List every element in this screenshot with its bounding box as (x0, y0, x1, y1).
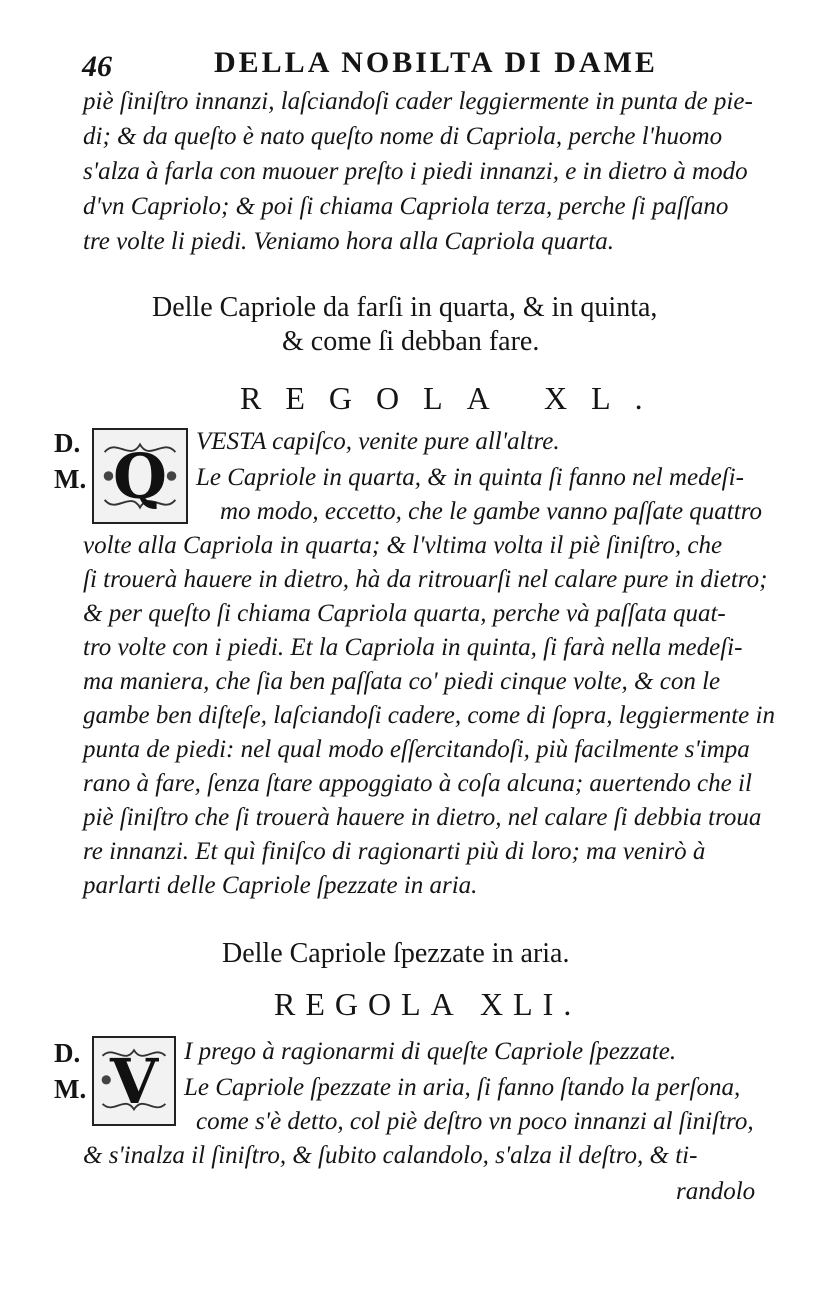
catchword: randolo (676, 1178, 756, 1205)
running-head: DELLA NOBILTA DI DAME (214, 46, 658, 79)
text-line: s'alza à farla con muouer preſto i piedi innanzi, e in dietro à modo (83, 158, 748, 185)
text-line: & per queſto ſi chiama Capriola quarta, perche và paſſata quat- (83, 600, 726, 627)
text-line: di; & da queſto è nato queſto nome di Capriola, perche l'huomo (83, 123, 723, 150)
speaker-label: M. (54, 464, 87, 494)
text-line: ſi trouerà hauere in dietro, hà da ritrouarſi nel calare pure in dietro; (83, 566, 768, 593)
rule-heading: REGOLA XL. (240, 380, 667, 416)
decorated-initial (92, 1036, 176, 1126)
page-number: 46 (82, 50, 112, 83)
section-title: & come ſi debban fare. (282, 326, 540, 357)
text-line: tro volte con i piedi. Et la Capriola in quinta, ſi farà nella medeſi- (83, 634, 743, 661)
text-line: punta de piedi: nel qual modo eſſercitandoſi, più facilmente s'impa (83, 736, 750, 763)
text-line: mo modo, eccetto, che le gambe vanno paſſate quattro (220, 498, 762, 525)
text-line: tre volte li piedi. Veniamo hora alla Capriola quarta. (83, 228, 614, 255)
text-line: VESTA capiſco, venite pure all'altre. (196, 428, 560, 455)
text-line: volte alla Capriola in quarta; & l'vltima volta il piè ſiniſtro, che (83, 532, 723, 559)
text-line: Le Capriole in quarta, & in quinta ſi fanno nel medeſi- (196, 464, 744, 491)
text-line: gambe ben diſteſe, laſciandoſi cadere, come di ſopra, leggiermente in (83, 702, 775, 729)
section-title: Delle Capriole ſpezzate in aria. (222, 938, 570, 969)
text-line: piè ſiniſtro che ſi trouerà hauere in dietro, nel calare ſi debbia troua (83, 804, 762, 831)
text-line: Le Capriole ſpezzate in aria, ſi fanno ſtando la perſona, (184, 1074, 741, 1101)
initial-letter: V (109, 1044, 159, 1118)
text-line: come s'è detto, col piè deſtro vn poco innanzi al ſiniſtro, (196, 1108, 754, 1135)
initial-letter: Q (112, 439, 167, 513)
speaker-label: D. (54, 428, 81, 458)
rule-heading: REGOLA XLI. (274, 986, 582, 1022)
text-line: & s'inalza il ſiniſtro, & ſubito calandolo, s'alza il deſtro, & ti- (83, 1142, 698, 1169)
text-line: re innanzi. Et quì finiſco di ragionarti più di loro; ma venirò à (83, 838, 706, 865)
speaker-label: D. (54, 1038, 81, 1068)
text-line: parlarti delle Capriole ſpezzate in aria. (83, 872, 478, 899)
section-title: Delle Capriole da farſi in quarta, & in quinta, (152, 292, 658, 323)
text-line: ma maniera, che ſia ben paſſata co' piedi cinque volte, & con le (83, 668, 721, 695)
text-line: rano à fare, ſenza ſtare appoggiato à coſa alcuna; auertendo che il (83, 770, 752, 797)
text-line: d'vn Capriolo; & poi ſi chiama Capriola terza, perche ſi paſſano (83, 193, 729, 220)
decorated-initial (92, 428, 188, 524)
text-line: piè ſiniſtro innanzi, laſciandoſi cader leggiermente in punta de pie- (83, 88, 753, 115)
text-line: I prego à ragionarmi di queſte Capriole ſpezzate. (184, 1038, 677, 1065)
speaker-label: M. (54, 1074, 87, 1104)
